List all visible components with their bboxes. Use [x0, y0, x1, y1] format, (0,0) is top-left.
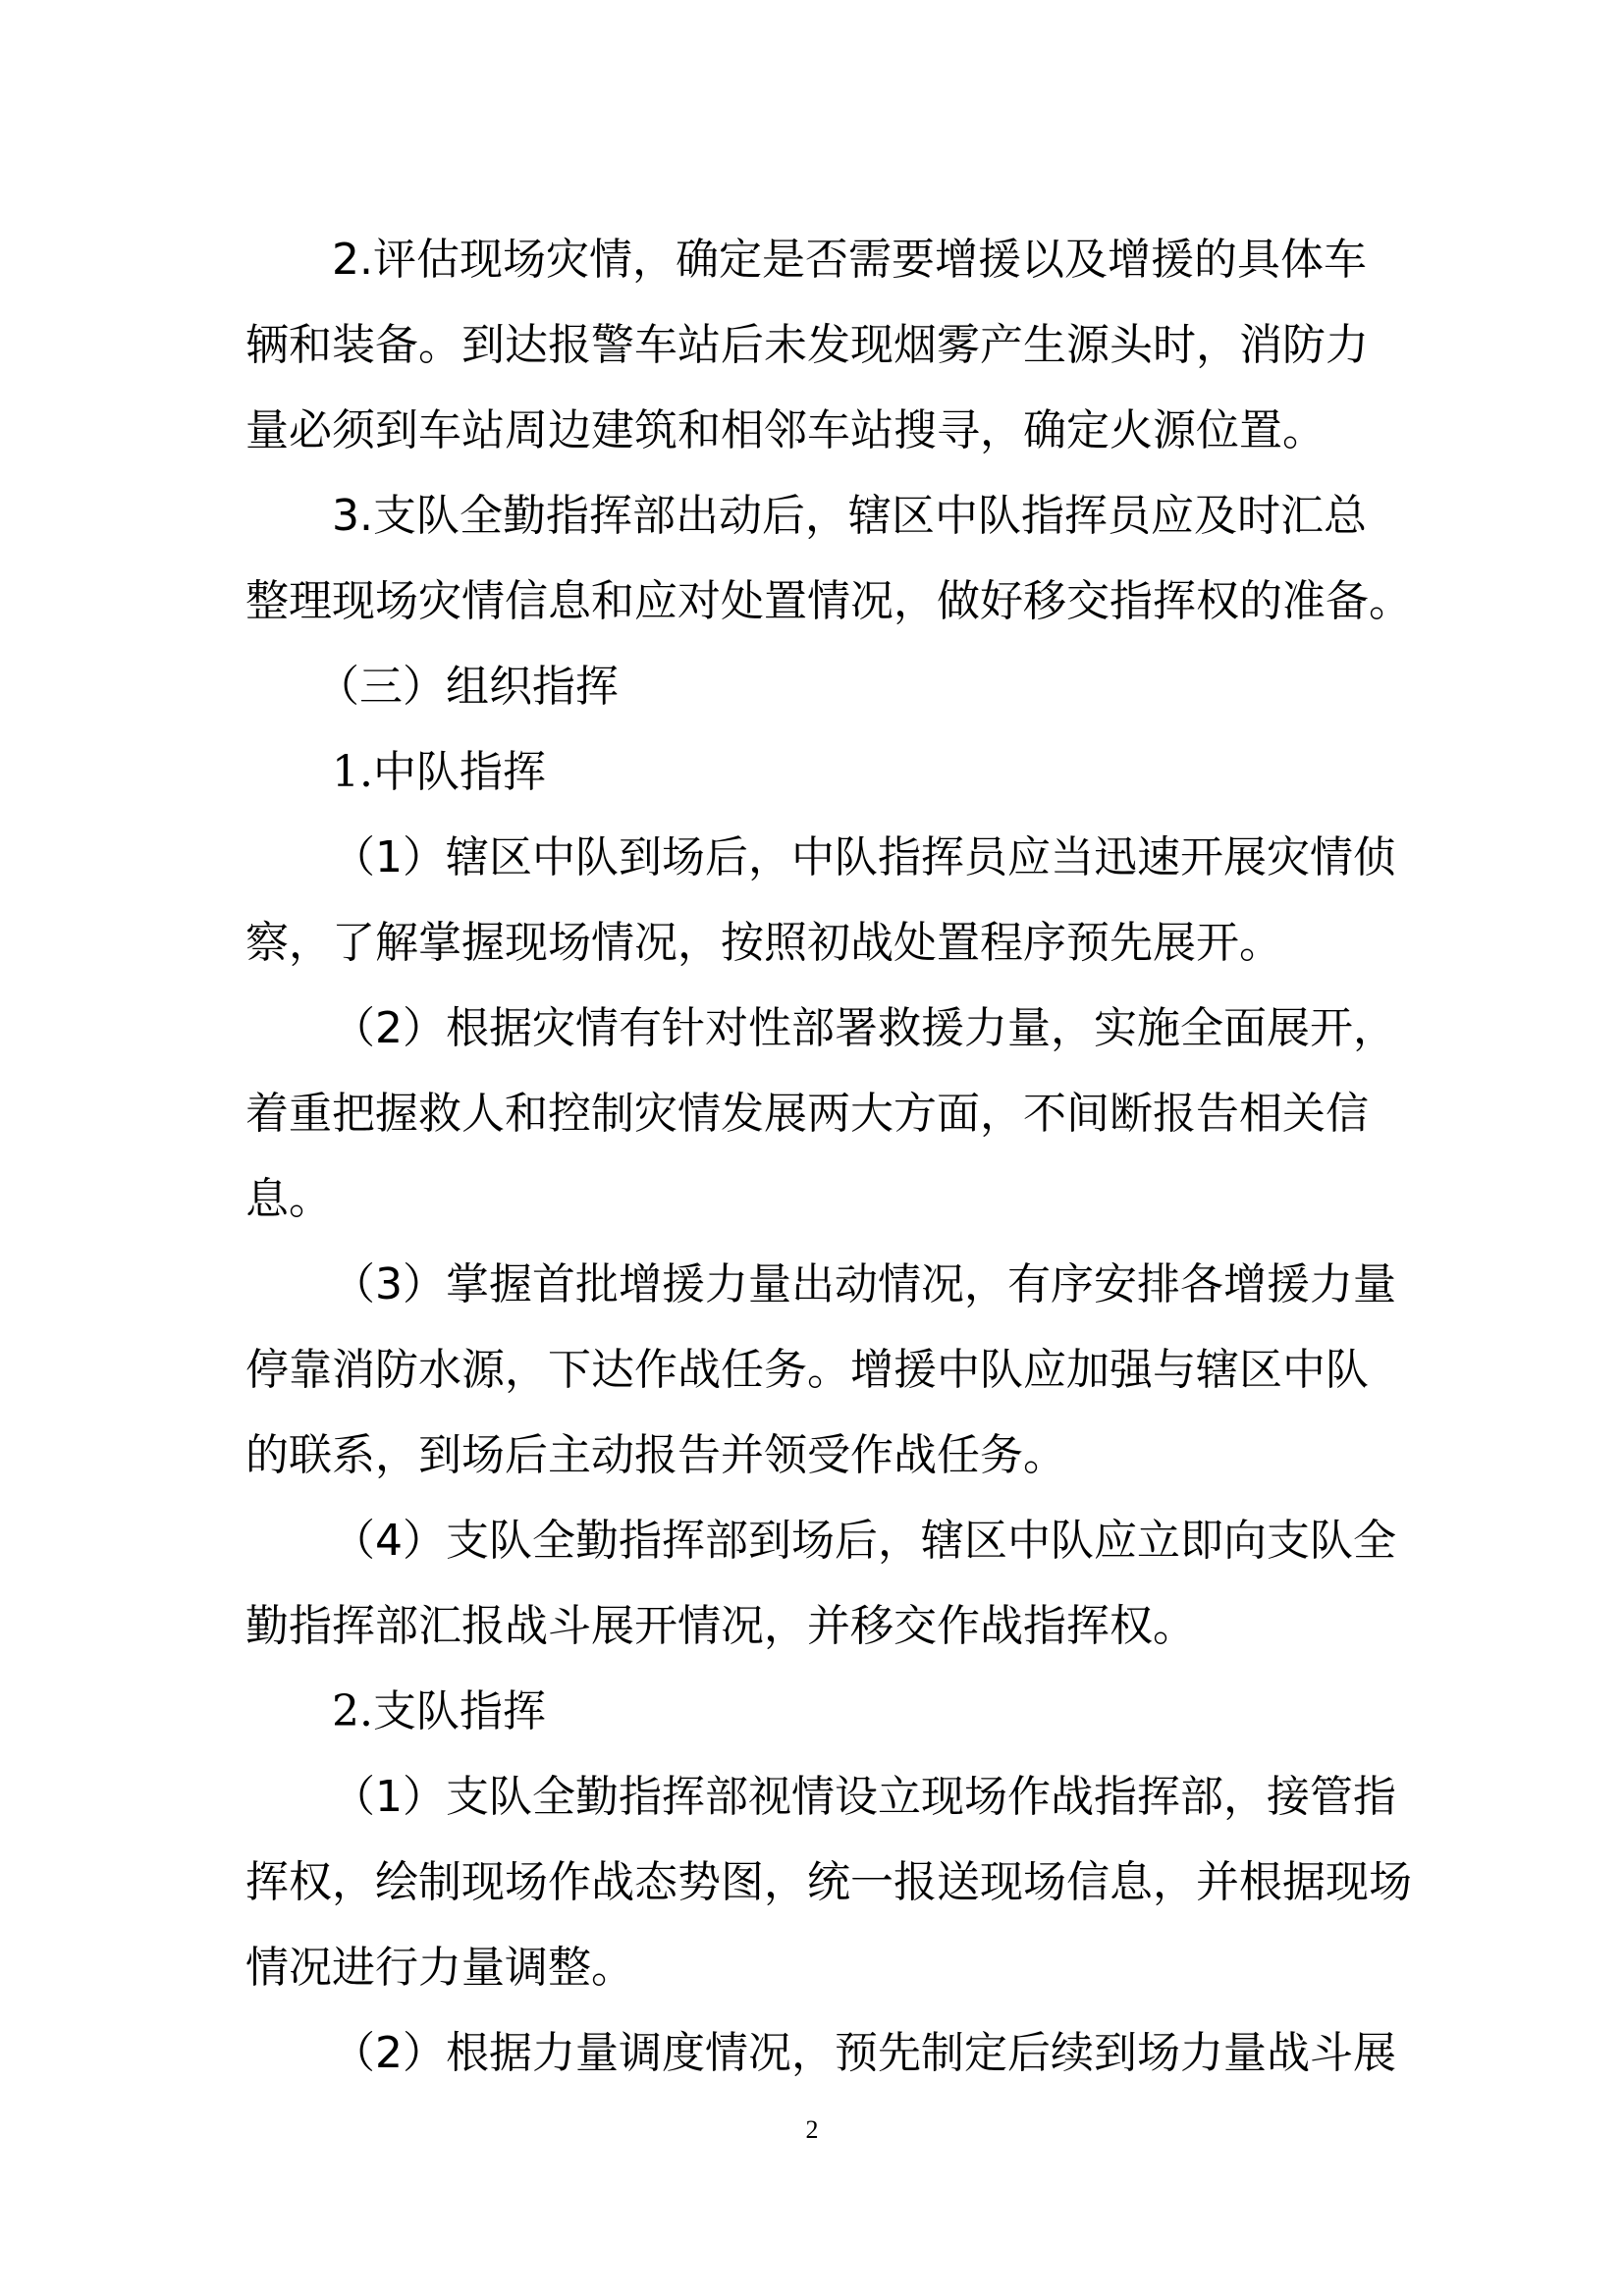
paragraph-line: 的联系，到场后主动报告并领受作战任务。: [245, 1430, 1066, 1480]
paragraph-line: 勤指挥部汇报战斗展开情况，并移交作战指挥权。: [245, 1601, 1196, 1651]
paragraph-line: （2）根据灾情有针对性部署救援力量，实施全面展开，: [332, 1003, 1396, 1053]
paragraph-line: 息。: [245, 1174, 332, 1224]
paragraph-line: （4）支队全勤指挥部到场后，辖区中队应立即向支队全: [332, 1516, 1396, 1566]
paragraph-line: 挥权，绘制现场作战态势图，统一报送现场信息，并根据现场: [245, 1857, 1412, 1907]
paragraph-line: （1）辖区中队到场后，中队指挥员应当迅速开展灾情侦: [332, 832, 1396, 882]
paragraph-line: （2）根据力量调度情况，预先制定后续到场力量战斗展: [332, 2028, 1396, 2078]
paragraph-line: 停靠消防水源，下达作战任务。增援中队应加强与辖区中队: [245, 1345, 1369, 1395]
paragraph-line: 2.评估现场灾情，确定是否需要增援以及增援的具体车: [332, 235, 1367, 285]
subsection-heading: 2.支队指挥: [332, 1686, 546, 1736]
paragraph-line: （3）掌握首批增援力量出动情况，有序安排各增援力量: [332, 1259, 1396, 1309]
paragraph-line: （1）支队全勤指挥部视情设立现场作战指挥部，接管指: [332, 1772, 1396, 1822]
paragraph-line: 察，了解掌握现场情况，按照初战处置程序预先展开。: [245, 918, 1282, 968]
subsection-heading: 1.中队指挥: [332, 747, 546, 797]
paragraph-line: 整理现场灾情信息和应对处置情况，做好移交指挥权的准备。: [245, 576, 1412, 626]
paragraph-line: 着重把握救人和控制灾情发展两大方面，不间断报告相关信: [245, 1089, 1369, 1139]
paragraph-line: 情况进行力量调整。: [245, 1943, 634, 1993]
paragraph-line: 3.支队全勤指挥部出动后，辖区中队指挥员应及时汇总: [332, 491, 1367, 541]
page-number: 2: [805, 2115, 819, 2144]
section-heading: （三）组织指挥: [316, 662, 619, 712]
paragraph-line: 辆和装备。到达报警车站后未发现烟雾产生源头时，消防力: [245, 320, 1369, 370]
paragraph-line: 量必须到车站周边建筑和相邻车站搜寻，确定火源位置。: [245, 405, 1326, 455]
